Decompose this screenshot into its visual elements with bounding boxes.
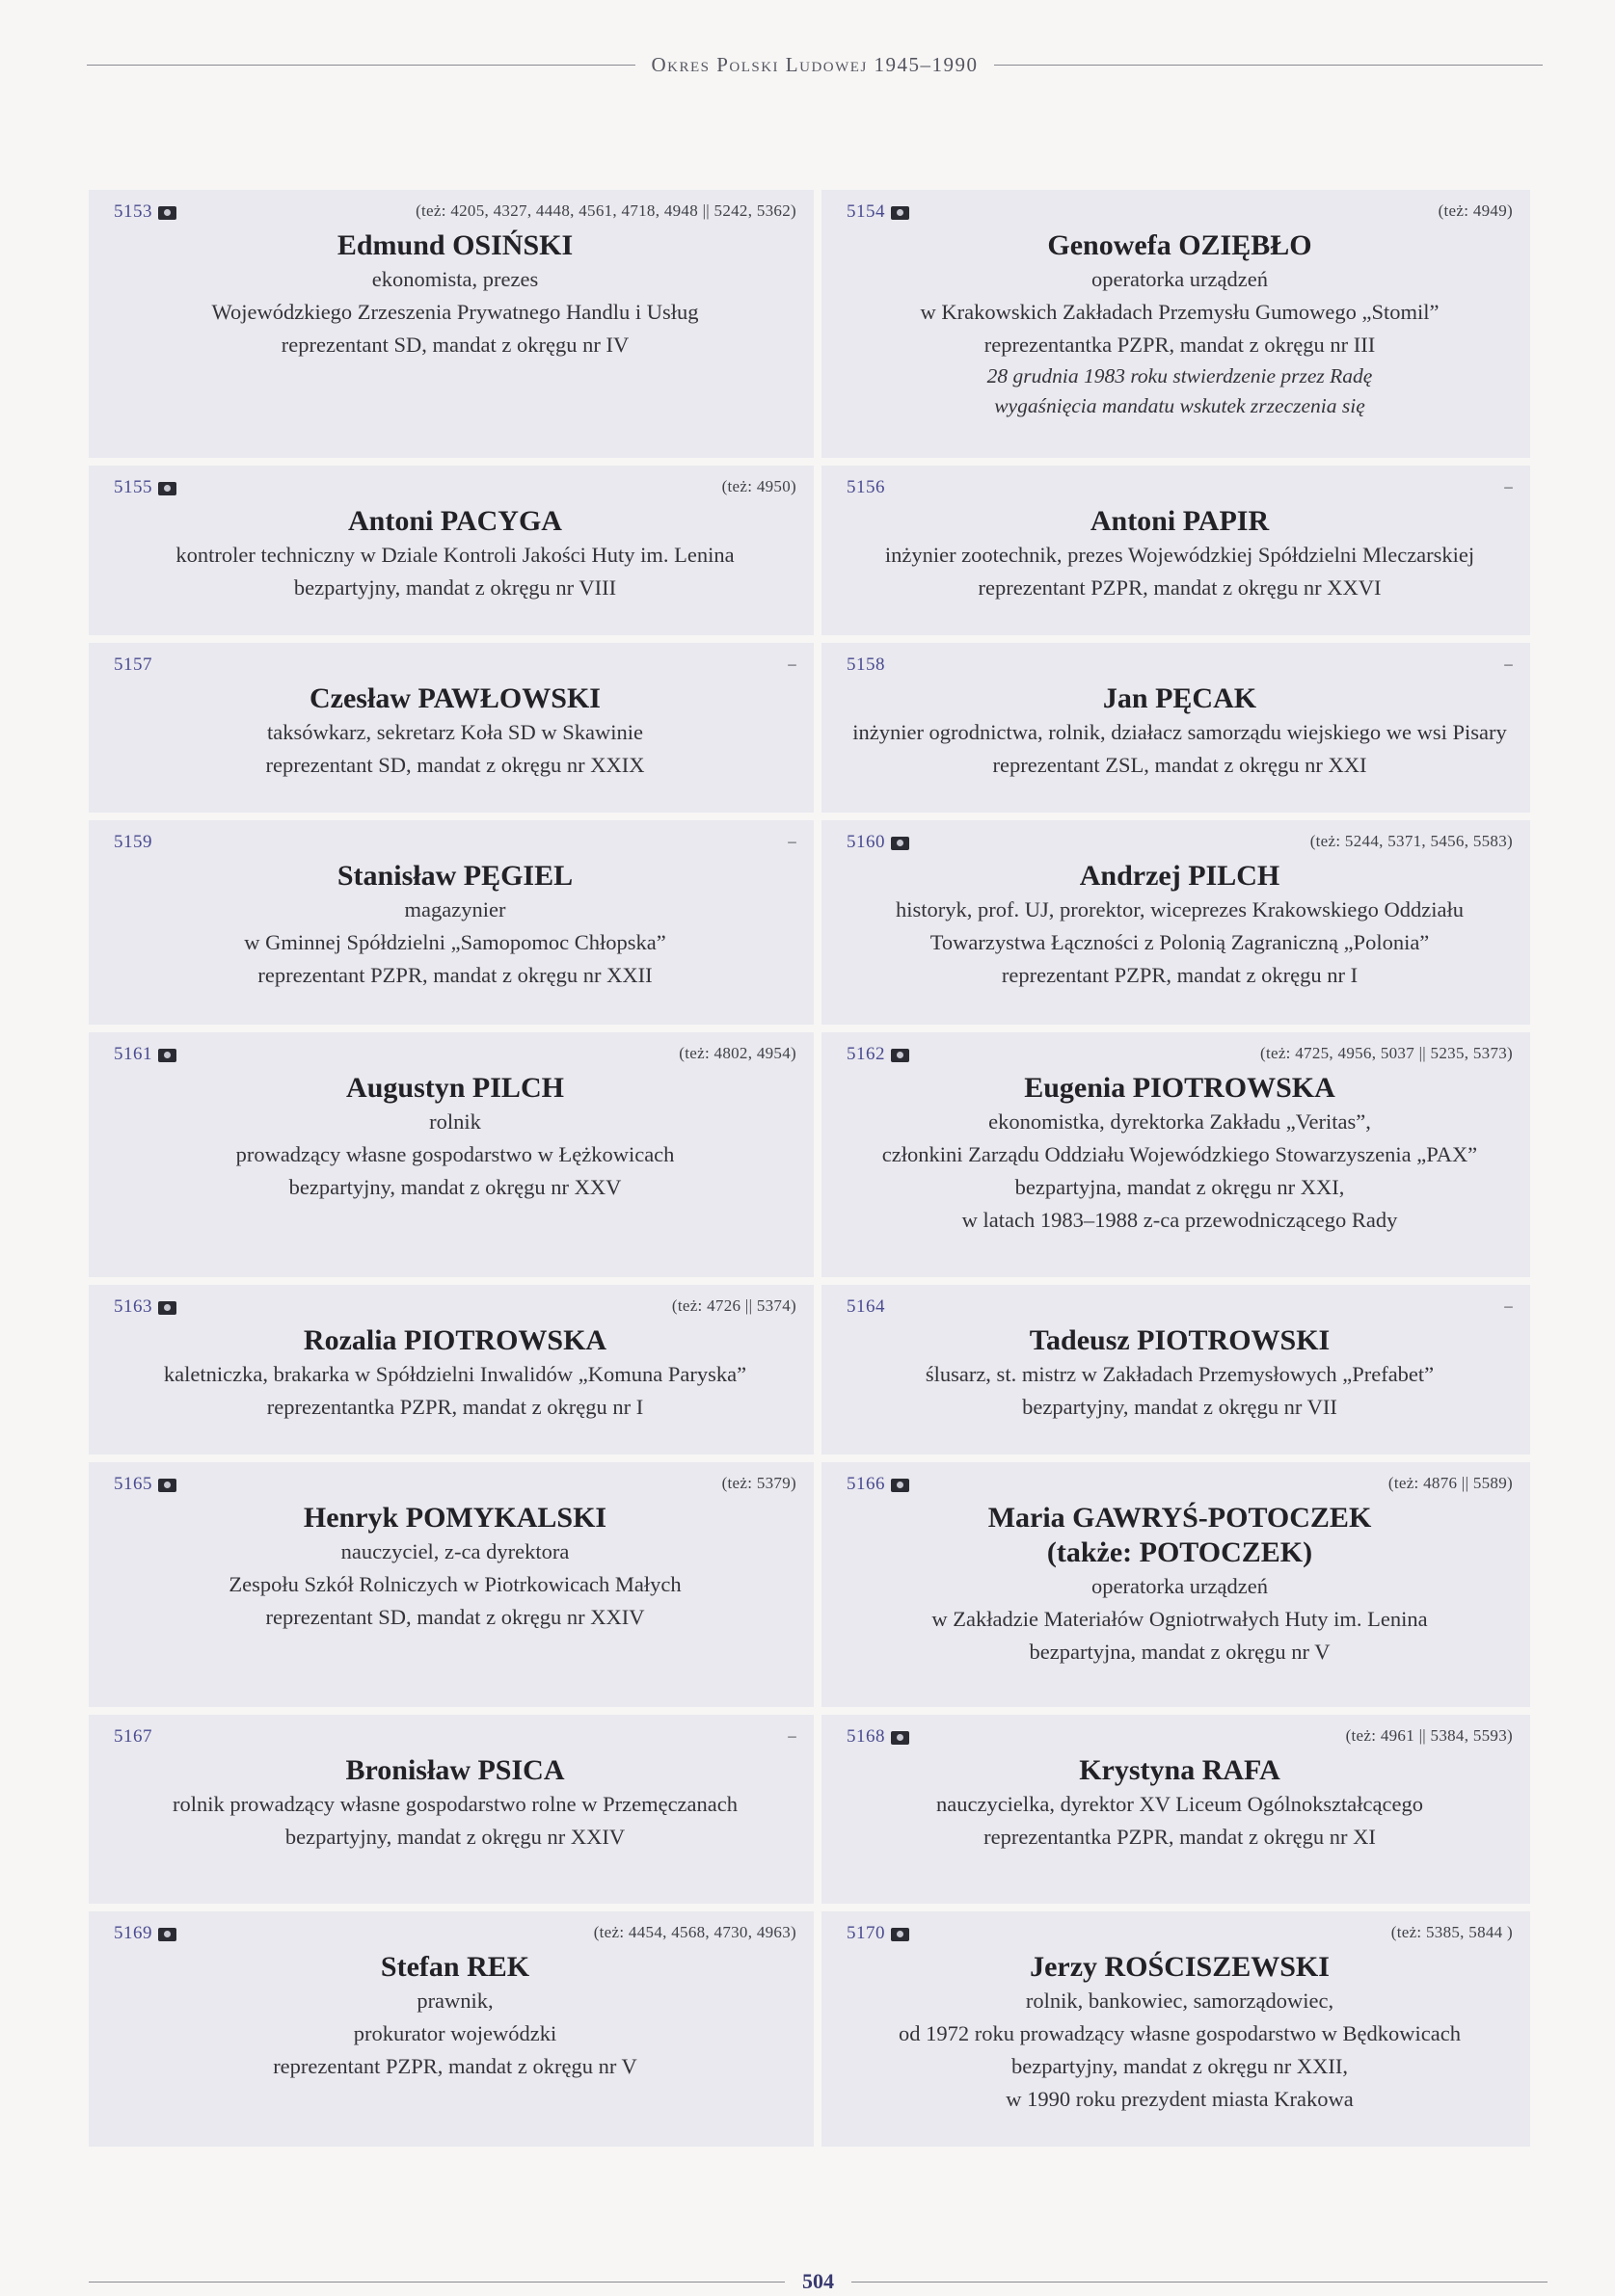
camera-icon xyxy=(891,1928,909,1941)
entry-detail-line: operatorka urządzeń xyxy=(1090,1574,1268,1598)
entry-number xyxy=(114,477,176,498)
camera-icon xyxy=(158,1049,176,1062)
entry-cross-references: – xyxy=(788,1726,796,1745)
entry-detail-line: historyk, prof. UJ, prorektor, wiceprezes Krakowskiego Oddziału xyxy=(896,897,1464,921)
person-alt-name: (także: POTOCZEK) xyxy=(1046,1536,1313,1568)
entry-detail-line: bezpartyjny, mandat z okręgu nr XXIV xyxy=(284,1825,626,1849)
footer-rule-left xyxy=(89,2282,785,2283)
entries-grid xyxy=(89,190,1530,2147)
entry-detail-line: prokurator wojewódzki xyxy=(353,2021,557,2045)
entry-cross-references: – xyxy=(788,654,796,673)
header-rule-left xyxy=(87,65,635,66)
entry-number xyxy=(847,1296,885,1318)
entry-detail-line: kaletniczka, brakarka w Spółdzielni Inwalidów „Komuna Paryska” xyxy=(163,1362,747,1386)
entry-cross-references: (też: 5385, 5844 ) xyxy=(1390,1923,1513,1941)
entry-number-text: 5162 xyxy=(847,1044,885,1064)
person-name: Bronisław PSICA xyxy=(345,1754,565,1786)
entry-number-text: 5153 xyxy=(114,201,152,222)
entry-cross-references: (też: 5244, 5371, 5456, 5583) xyxy=(1309,832,1513,850)
entry-number xyxy=(114,1296,176,1318)
entry-detail-line: reprezentantka PZPR, mandat z okręgu nr I xyxy=(266,1395,644,1419)
entry-cross-references: (też: 4876 || 5589) xyxy=(1387,1474,1513,1492)
entry-header xyxy=(847,477,1513,504)
entry-detail-line: magazynier xyxy=(404,897,506,921)
entry-cross-references: (też: 4725, 4956, 5037 || 5235, 5373) xyxy=(1259,1044,1513,1062)
entry-number xyxy=(847,477,885,498)
entry-number xyxy=(114,1044,176,1065)
entry-card xyxy=(821,820,1530,1025)
entry-number xyxy=(847,832,909,853)
person-name: Andrzej PILCH xyxy=(1079,860,1280,892)
entry-number xyxy=(847,201,909,223)
person-name: Augustyn PILCH xyxy=(346,1072,564,1104)
entry-detail-line: nauczycielka, dyrektor XV Liceum Ogólnokształcącego xyxy=(935,1792,1423,1816)
entry-detail-line: reprezentantka PZPR, mandat z okręgu nr XI xyxy=(983,1825,1376,1849)
person-name: Antoni PACYGA xyxy=(348,505,562,537)
camera-icon xyxy=(158,482,176,495)
entry-number-text: 5163 xyxy=(114,1296,152,1317)
entry-number-text: 5167 xyxy=(114,1726,152,1747)
entry-number xyxy=(114,1474,176,1495)
entry-detail-line: w 1990 roku prezydent miasta Krakowa xyxy=(1006,2087,1354,2111)
entry-detail-line: ekonomista, prezes xyxy=(371,267,539,291)
person-name: Genowefa OZIĘBŁO xyxy=(1047,229,1312,261)
entry-cross-references: – xyxy=(1504,477,1513,495)
entry-header xyxy=(847,1296,1513,1323)
person-name: Tadeusz PIOTROWSKI xyxy=(1029,1324,1331,1356)
entry-number-text: 5166 xyxy=(847,1474,885,1494)
entry-detail-line: członkini Zarządu Oddziału Wojewódzkiego Stowarzyszenia „PAX” xyxy=(881,1142,1478,1166)
entry-detail-line: Zespołu Szkół Rolniczych w Piotrkowicach Małych xyxy=(229,1572,682,1596)
entry-detail-line: reprezentant ZSL, mandat z okręgu nr XXI xyxy=(992,753,1367,777)
entry-number-text: 5165 xyxy=(114,1474,152,1494)
entry-header xyxy=(114,1044,796,1071)
person-name: Rozalia PIOTROWSKA xyxy=(303,1324,607,1356)
entry-number xyxy=(114,1726,152,1748)
entry-card xyxy=(89,643,814,813)
entry-card xyxy=(89,1032,814,1277)
entry-cross-references: – xyxy=(1504,1296,1513,1315)
entry-detail-line: nauczyciel, z-ca dyrektora xyxy=(340,1539,570,1563)
person-name: Henryk POMYKALSKI xyxy=(303,1502,607,1534)
entry-number-text: 5154 xyxy=(847,201,885,222)
running-head xyxy=(87,50,1543,79)
entry-number-text: 5160 xyxy=(847,832,885,852)
entry-detail-line: ślusarz, st. mistrz w Zakładach Przemysłowych „Prefabet” xyxy=(925,1362,1435,1386)
entry-header xyxy=(114,1726,796,1753)
entry-header xyxy=(114,1923,796,1950)
person-name: Maria GAWRYŚ-POTOCZEK xyxy=(987,1502,1372,1534)
entry-detail-line: Wojewódzkiego Zrzeszenia Prywatnego Handlu i Usług xyxy=(211,300,699,324)
person-name: Stefan REK xyxy=(380,1951,530,1983)
page-number: 504 xyxy=(802,2269,834,2293)
entry-detail-line: reprezentantka PZPR, mandat z okręgu nr III xyxy=(983,333,1376,357)
entry-detail-line: bezpartyjny, mandat z okręgu nr VIII xyxy=(293,575,617,600)
footer-rule-right xyxy=(851,2282,1548,2283)
entry-detail-line: w Zakładzie Materiałów Ogniotrwałych Huty im. Lenina xyxy=(931,1607,1428,1631)
entry-number-text: 5159 xyxy=(114,832,152,852)
entry-cross-references: (też: 4726 || 5374) xyxy=(671,1296,796,1315)
header-rule-right xyxy=(994,65,1543,66)
entry-number-text: 5158 xyxy=(847,654,885,675)
person-name: Jerzy ROŚCISZEWSKI xyxy=(1030,1951,1330,1983)
entry-detail-line: inżynier zootechnik, prezes Wojewódzkiej Spółdzielni Mleczarskiej xyxy=(884,543,1475,567)
entry-detail-line: Towarzystwa Łączności z Polonią Zagraniczną „Polonia” xyxy=(929,930,1430,954)
entry-number-text: 5168 xyxy=(847,1726,885,1747)
entry-detail-line: reprezentant SD, mandat z okręgu nr IV xyxy=(281,333,630,357)
entry-card xyxy=(89,466,814,635)
entry-number-text: 5164 xyxy=(847,1296,885,1317)
entry-header xyxy=(114,1296,796,1323)
entry-note-line: 28 grudnia 1983 roku stwierdzenie przez Radę xyxy=(986,364,1373,387)
entry-header xyxy=(847,201,1513,228)
entry-header xyxy=(114,832,796,859)
entry-detail-line: reprezentant PZPR, mandat z okręgu nr XXVI xyxy=(978,575,1382,600)
entry-card xyxy=(89,1462,814,1707)
entry-detail-line: taksówkarz, sekretarz Koła SD w Skawinie xyxy=(267,720,643,744)
entry-detail-line: rolnik, bankowiec, samorządowiec, xyxy=(1025,1989,1334,2013)
entry-card xyxy=(89,820,814,1025)
camera-icon xyxy=(891,837,909,850)
entry-number-text: 5155 xyxy=(114,477,152,497)
entry-number xyxy=(847,1044,909,1065)
person-name: Jan PĘCAK xyxy=(1102,682,1257,714)
entry-detail-line: prowadzący własne gospodarstwo w Łężkowicach xyxy=(235,1142,675,1166)
entry-number-text: 5156 xyxy=(847,477,885,497)
entry-card xyxy=(89,1911,814,2147)
entry-header xyxy=(114,477,796,504)
entry-number-text: 5170 xyxy=(847,1923,885,1943)
entry-header xyxy=(847,832,1513,859)
entry-detail-line: kontroler techniczny w Dziale Kontroli Jakości Huty im. Lenina xyxy=(175,543,735,567)
entry-detail-line: bezpartyjny, mandat z okręgu nr XXV xyxy=(288,1175,622,1199)
person-name: Eugenia PIOTROWSKA xyxy=(1024,1072,1335,1104)
entry-number xyxy=(114,832,152,853)
entry-detail-line: reprezentant PZPR, mandat z okręgu nr I xyxy=(1001,963,1359,987)
entry-card xyxy=(821,1462,1530,1707)
entry-note-line: wygaśnięcia mandatu wskutek zrzeczenia się xyxy=(994,394,1365,417)
entry-detail-line: operatorka urządzeń xyxy=(1090,267,1268,291)
entry-card xyxy=(89,1285,814,1455)
entry-cross-references: (też: 4949) xyxy=(1438,201,1513,220)
camera-icon xyxy=(158,1301,176,1315)
entry-card xyxy=(89,1715,814,1904)
entry-detail-line: reprezentant PZPR, mandat z okręgu nr V xyxy=(273,2054,637,2078)
entry-header xyxy=(847,1044,1513,1071)
person-name: Antoni PAPIR xyxy=(1090,505,1270,537)
camera-icon xyxy=(158,206,176,220)
entry-number xyxy=(847,654,885,676)
person-name: Stanisław PĘGIEL xyxy=(336,860,574,892)
page-footer xyxy=(89,2267,1548,2296)
entry-card xyxy=(821,190,1530,458)
entry-detail-line: w Krakowskich Zakładach Przemysłu Gumowego „Stomil” xyxy=(920,300,1440,324)
entry-detail-line: bezpartyjny, mandat z okręgu nr XXII, xyxy=(1010,2054,1349,2078)
entry-number xyxy=(114,201,176,223)
entry-header xyxy=(114,654,796,681)
camera-icon xyxy=(158,1928,176,1941)
entry-card xyxy=(89,190,814,458)
entry-detail-line: od 1972 roku prowadzący własne gospodarstwo w Będkowicach xyxy=(899,2021,1461,2045)
entry-number xyxy=(847,1726,909,1748)
entry-number xyxy=(114,654,152,676)
entry-number-text: 5169 xyxy=(114,1923,152,1943)
camera-icon xyxy=(891,1731,909,1745)
entry-detail-line: inżynier ogrodnictwa, rolnik, działacz samorządu wiejskiego we wsi Pisary xyxy=(852,720,1507,744)
entry-number-text: 5161 xyxy=(114,1044,152,1064)
entry-header xyxy=(114,1474,796,1501)
entry-card xyxy=(821,466,1530,635)
entry-header xyxy=(847,1923,1513,1950)
entry-detail-line: bezpartyjny, mandat z okręgu nr VII xyxy=(1022,1395,1337,1419)
entry-detail-line: reprezentant SD, mandat z okręgu nr XXIX xyxy=(265,753,645,777)
camera-icon xyxy=(158,1479,176,1492)
camera-icon xyxy=(891,1049,909,1062)
entry-cross-references: (też: 4961 || 5384, 5593) xyxy=(1345,1726,1513,1745)
entry-detail-line: rolnik prowadzący własne gospodarstwo rolne w Przemęczanach xyxy=(172,1792,739,1816)
entry-detail-line: prawnik, xyxy=(417,1989,494,2013)
camera-icon xyxy=(891,1479,909,1492)
entry-card xyxy=(821,1285,1530,1455)
entry-card xyxy=(821,1032,1530,1277)
entry-header xyxy=(114,201,796,228)
entry-number-text: 5157 xyxy=(114,654,152,675)
entry-cross-references: – xyxy=(788,832,796,850)
entry-card xyxy=(821,1715,1530,1904)
entry-cross-references: (też: 4205, 4327, 4448, 4561, 4718, 4948 || 5242, 5362) xyxy=(416,201,796,220)
entry-cross-references: (też: 5379) xyxy=(721,1474,796,1492)
entry-header xyxy=(847,1726,1513,1753)
person-name: Krystyna RAFA xyxy=(1079,1754,1280,1786)
entry-number xyxy=(847,1923,909,1944)
running-title: Okres Polski Ludowej 1945–1990 xyxy=(651,52,979,76)
entry-cross-references: (też: 4802, 4954) xyxy=(679,1044,796,1062)
entry-detail-line: w Gminnej Spółdzielni „Samopomoc Chłopska” xyxy=(244,930,666,954)
entry-header xyxy=(847,1474,1513,1501)
entry-cross-references: (też: 4454, 4568, 4730, 4963) xyxy=(593,1923,796,1941)
entry-cross-references: – xyxy=(1504,654,1513,673)
camera-icon xyxy=(891,206,909,220)
entry-detail-line: w latach 1983–1988 z-ca przewodniczącego Rady xyxy=(961,1208,1398,1232)
entry-detail-line: reprezentant PZPR, mandat z okręgu nr XXII xyxy=(257,963,653,987)
entry-cross-references: (też: 4950) xyxy=(721,477,796,495)
entry-detail-line: reprezentant SD, mandat z okręgu nr XXIV xyxy=(265,1605,645,1629)
entry-card xyxy=(821,1911,1530,2147)
entry-detail-line: bezpartyjna, mandat z okręgu nr V xyxy=(1029,1640,1331,1664)
entry-card xyxy=(821,643,1530,813)
person-name: Czesław PAWŁOWSKI xyxy=(310,682,601,714)
entry-detail-line: bezpartyjna, mandat z okręgu nr XXI, xyxy=(1014,1175,1345,1199)
entry-detail-line: rolnik xyxy=(429,1109,481,1134)
entry-number xyxy=(114,1923,176,1944)
entry-header xyxy=(847,654,1513,681)
person-name: Edmund OSIŃSKI xyxy=(336,229,574,261)
entry-number xyxy=(847,1474,909,1495)
entry-detail-line: ekonomistka, dyrektorka Zakładu „Veritas”, xyxy=(988,1109,1371,1134)
